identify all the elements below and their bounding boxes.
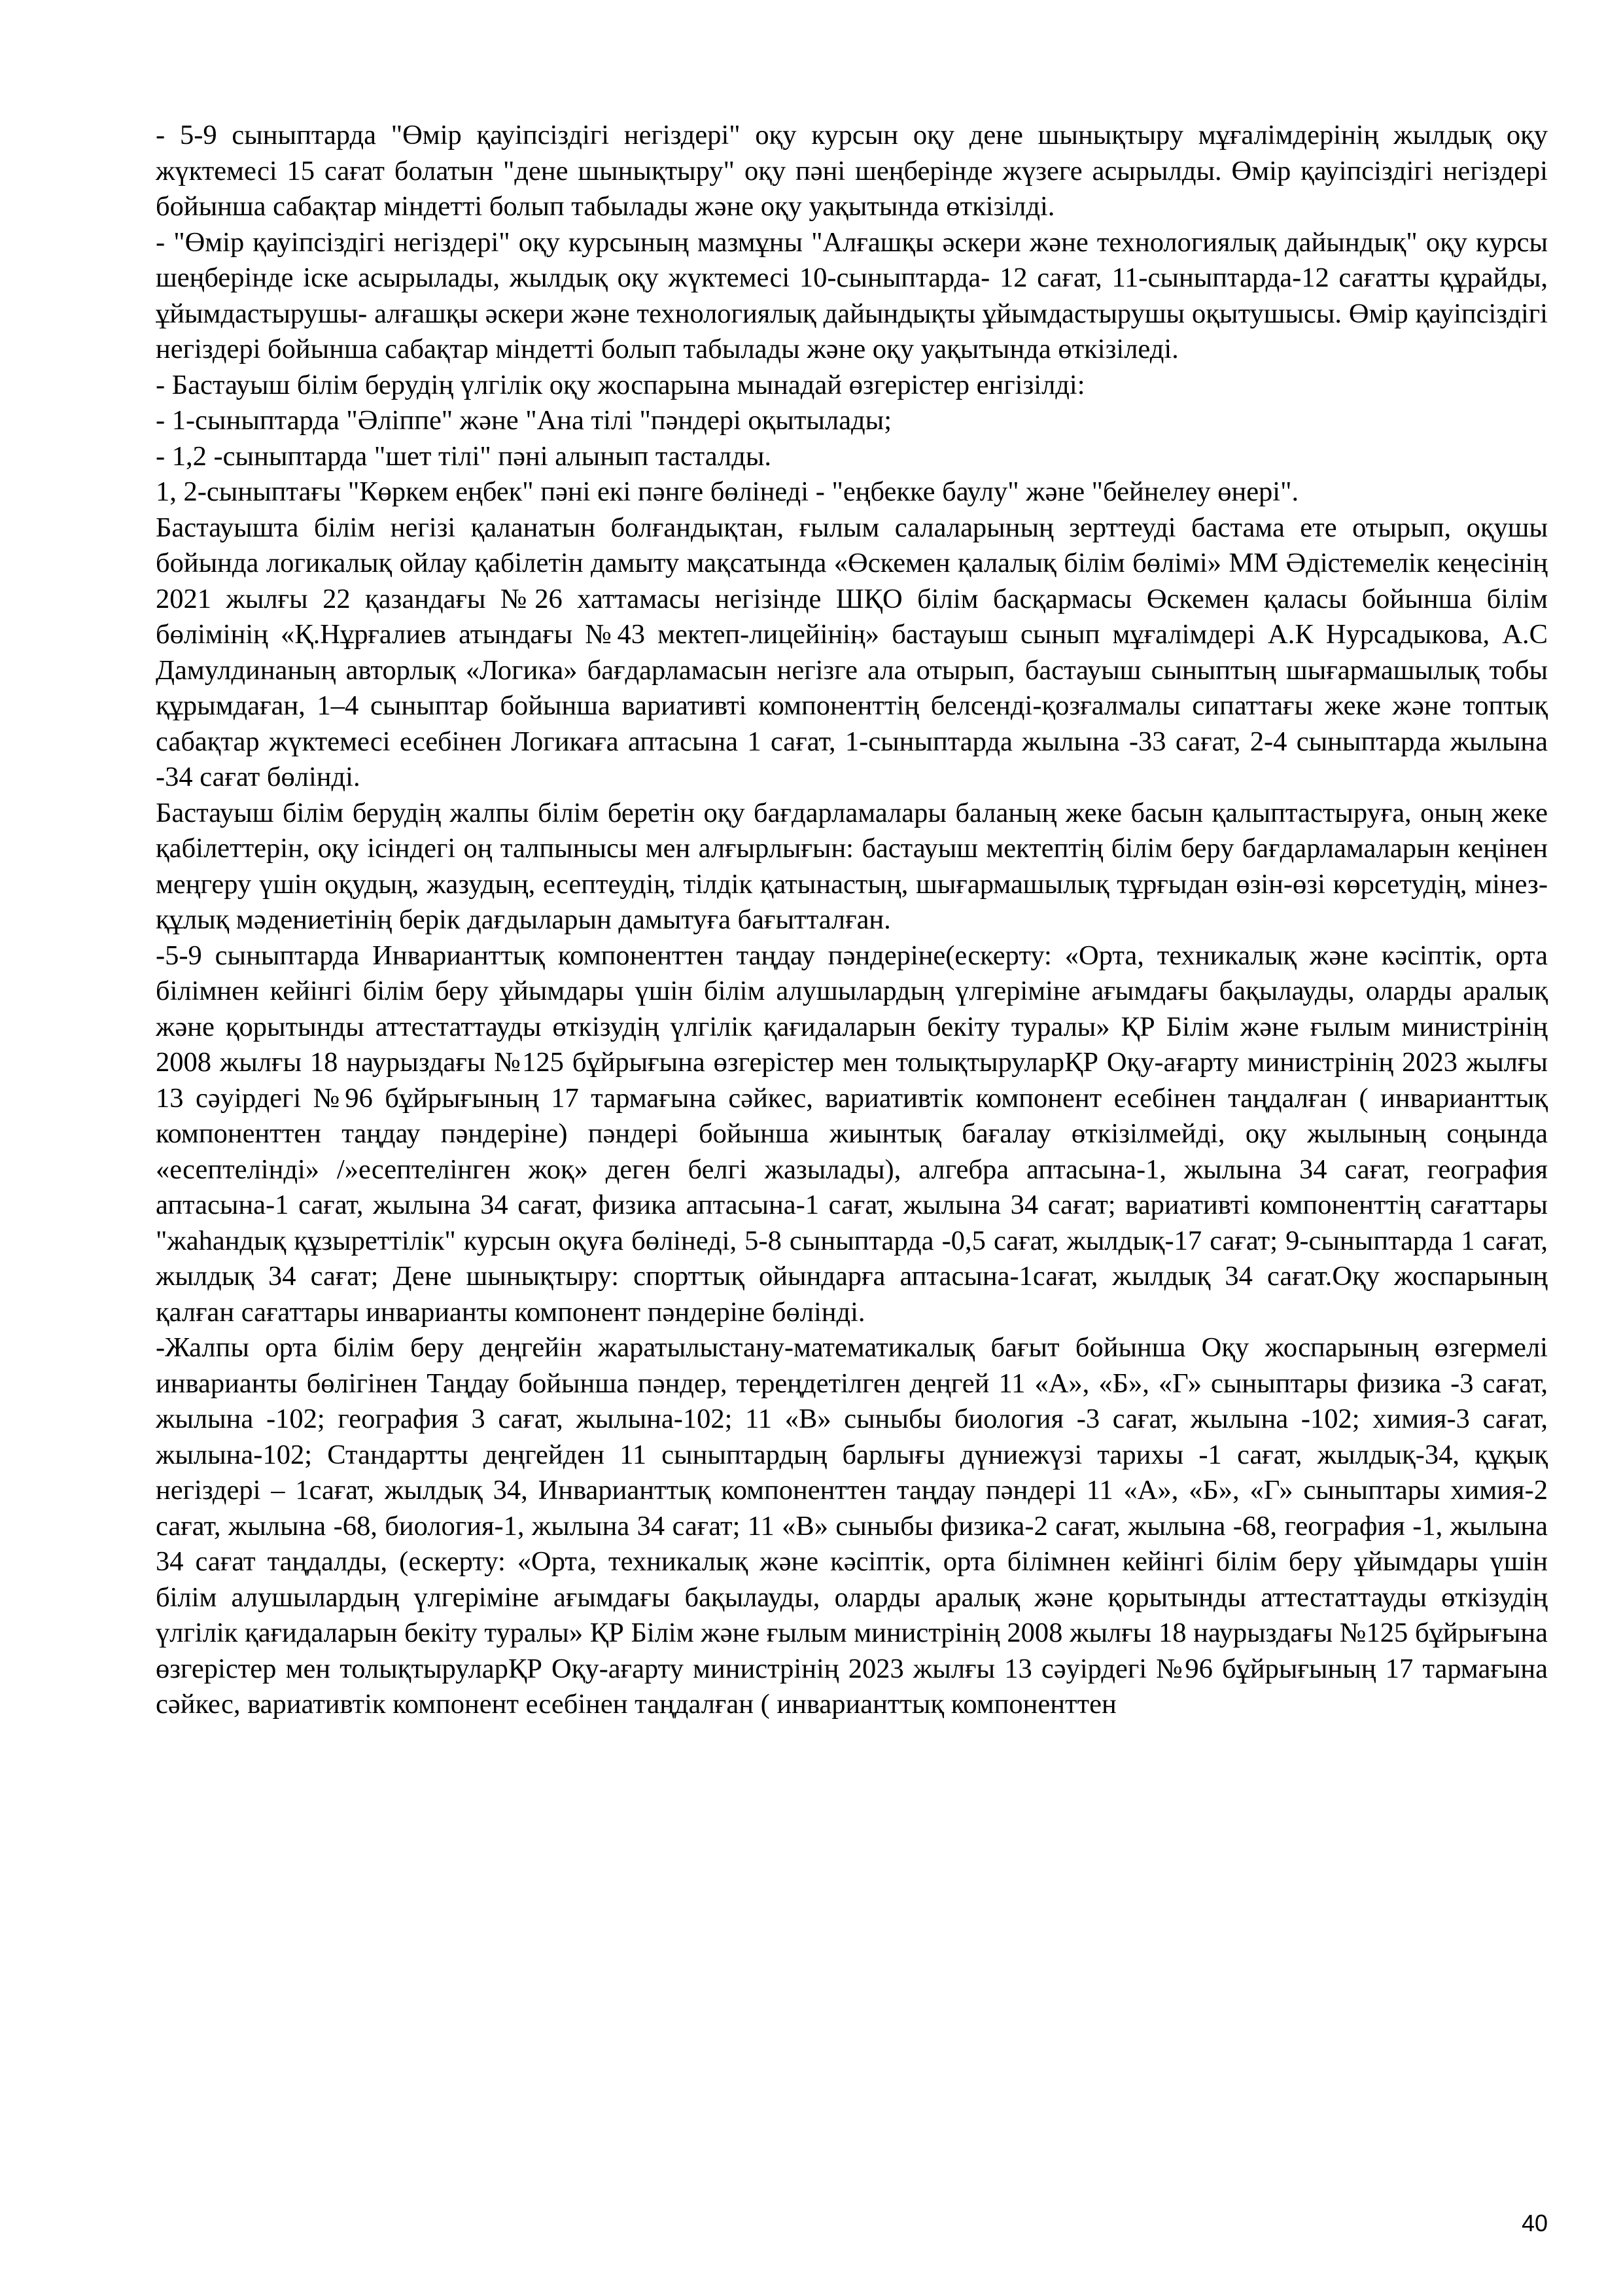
paragraph-grade1-subjects: - 1-сыныптарда "Әліппе" және "Ана тілі "пәндері оқытылады; — [156, 405, 892, 436]
paragraph-grades-5-9-electives: -5-9 сыныптарда Инварианттық компоненттен таңдау пәндеріне(ескерту: «Орта, техникалық және кәсіптік, орта білімнен кейінгі білім беру ұйымдары үшін білім алушылардың үлгеріміне ағымдағы бақылауды, оларды аралық және қорытынды аттестаттауды өткізудің үлгілік қағидаларын бекіту туралы» ҚР Білім және ғылым министрінің 2008 жылғы 18 наурыздағы №125 бұйрығына өзгерістер мен толықтыруларҚР Оқу-ағарту министрінің 2023 жылғы 13 сәуірдегі №96 бұйрығының 17 тармағына сәйкес, вариативтік компонент есебінен таңдалған ( инварианттық компоненттен таңдау пәндеріне) пәндері бойынша жиынтық бағалау өткізілмейді, оқу жылының соңында «есептелінді» /»есептелінген жоқ» деген белгі жазылады), алгебра аптасына-1, жылына 34 сағат, география аптасына-1 сағат, жылына 34 сағат, физика аптасына-1 сағат, жылына 34 сағат; вариативті компоненттің сағаттары "жаһандық құзыреттілік" курсын оқуға бөлінеді, 5-8 сыныптарда -0,5 сағат, жылдық-17 сағат; 9-сыныптарда 1 сағат, жылдық 34 сағат; Дене шынықтыру: спорттық ойындарға аптасына-1сағат, жылдық 34 сағат.Оқу жоспарының қалған сағаттары инварианты компонент пәндеріне бөлінді. — [156, 940, 1548, 1328]
document-body — [156, 118, 1548, 1723]
paragraph-foreign-language-removed: - 1,2 -сыныптарда "шет тілі" пәні алынып тасталды. — [156, 440, 772, 472]
page-number: 40 — [1521, 2210, 1548, 2236]
paragraph-primary-education-goals: Бастауыш білім берудің жалпы білім беретін оқу бағдарламалары баланың жеке басын қалыптастыруға, оның жеке қабілеттерін, оқу ісіндегі оң талпынысы мен алғырлығын: бастауыш мектептің білім беру бағдарламаларын кеңінен меңгеру үшін оқудың, жазудың, есептеудің, тілдік қатынастың, шығармашылық тұрғыдан өзін-өзі көрсетудің, мінез-құлық мәдениетінің берік дағдыларын дамытуға бағытталған. — [156, 797, 1548, 935]
paragraph-life-safety-10-11: - "Өмір қауіпсіздігі негіздері" оқу курсының мазмұны "Алғашқы әскери және технологиялық дайындық" оқу курсы шеңберінде іске асырылады, жылдық оқу жүктемесі 10-сыныптарда- 12 сағат, 11-сыныптарда-12 сағатты құрайды, ұйымдастырушы- алғашқы әскери және технологиялық дайындықты ұйымдастырушы оқытушысы. Өмір қауіпсіздігі негіздері бойынша сабақтар міндетті болып табылады және оқу уақытында өткізіледі. — [156, 226, 1548, 364]
paragraph-primary-changes-intro: - Бастауыш білім берудің үлгілік оқу жоспарына мынадай өзгерістер енгізілді: — [156, 369, 1085, 400]
paragraph-art-labor-split: 1, 2-сыныптағы "Көркем еңбек" пәні екі пәнге бөлінеді - "еңбекке баулу" және "бейнелеу өнері". — [156, 476, 1299, 507]
paragraph-life-safety-5-9: - 5-9 сыныптарда "Өмір қауіпсіздігі негіздері" оқу курсын оқу дене шынықтыру мұғалімдерінің жылдық оқу жүктемесі 15 сағат болатын "дене шынықтыру" оқу пәні шеңберінде жүзеге асырылды. Өмір қауіпсіздігі негіздері бойынша сабақтар міндетті болып табылады және оқу уақытында өткізілді. — [156, 120, 1548, 222]
paragraph-logic-program: Бастауышта білім негізі қаланатын болғандықтан, ғылым салаларының зерттеуді бастама ете отырып, оқушы бойында логикалық ойлау қабілетін дамыту мақсатында «Өскемен қалалық білім бөлімі» ММ Әдістемелік кеңесінің 2021 жылғы 22 қазандағы №26 хаттамасы негізінде ШҚО білім басқармасы Өскемен қаласы бойынша білім бөлімінің «Қ.Нұрғалиев атындағы №43 мектеп-лицейінің» бастауыш сынып мұғалімдері А.К Нурсадыкова, А.С Дамулдинаның авторлық «Логика» бағдарламасын негізге ала отырып, бастауыш сыныптың шығармашылық тобы құрымдаған, 1–4 сыныптар бойынша вариативті компоненттің белсенді-қозғалмалы сипаттағы жеке және топтық сабақтар жүктемесі есебінен Логикаға аптасына 1 сағат, 1-сыныптарда жылына -33 сағат, 2-4 сыныптарда жылына -34 сағат бөлінді. — [156, 512, 1548, 792]
paragraph-general-secondary-electives: -Жалпы орта білім беру деңгейін жаратылыстану-математикалық бағыт бойынша Оқу жоспарының өзгермелі инварианты бөлігінен Таңдау бойынша пәндер, тереңдетілген деңгей 11 «А», «Б», «Г» сыныптары физика -3 сағат, жылына -102; география 3 сағат, жылына-102; 11 «В» сыныбы биология -3 сағат, жылына -102; химия-3 сағат, жылына-102; Стандартты деңгейден 11 сыныптардың барлығы дүниежүзі тарихы -1 сағат, жылдық-34, құқық негіздері – 1сағат, жылдық 34, Инварианттық компоненттен таңдау пәндері 11 «А», «Б», «Г» сыныптары химия-2 сағат, жылына -68, биология-1, жылына 34 сағат; 11 «В» сыныбы физика-2 сағат, жылына -68, география -1, жылына 34 сағат таңдалды, (ескерту: «Орта, техникалық және кәсіптік, орта білімнен кейінгі білім беру ұйымдары үшін білім алушылардың үлгеріміне ағымдағы бақылауды, оларды аралық және қорытынды аттестаттауды өткізудің үлгілік қағидаларын бекіту туралы» ҚР Білім және ғылым министрінің 2008 жылғы 18 наурыздағы №125 бұйрығына өзгерістер мен толықтыруларҚР Оқу-ағарту министрінің 2023 жылғы 13 сәуірдегі №96 бұйрығының 17 тармағына сәйкес, вариативтік компонент есебінен таңдалған ( инварианттық компоненттен — [156, 1332, 1548, 1720]
